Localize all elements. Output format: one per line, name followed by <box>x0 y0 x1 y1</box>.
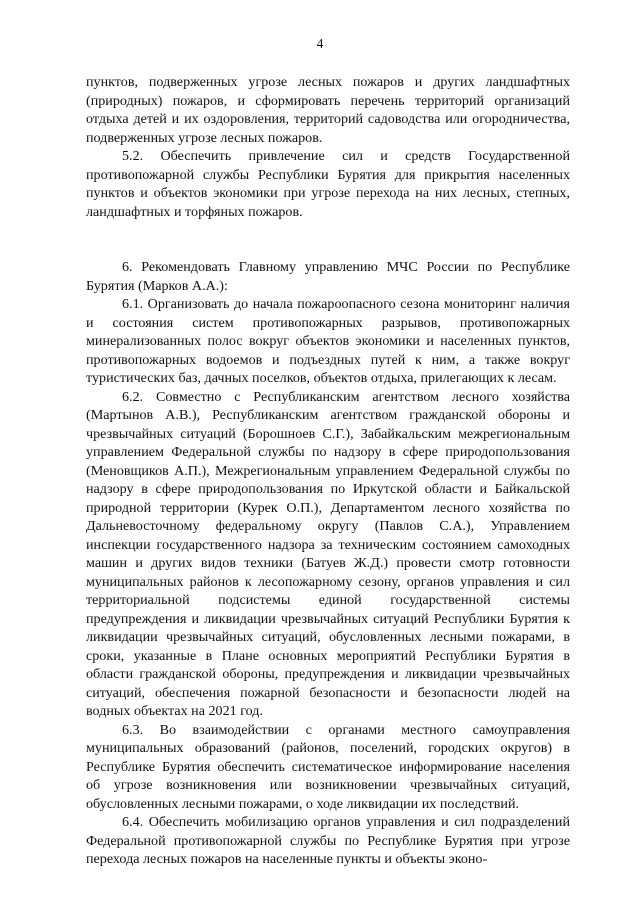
paragraph-6-2: 6.2. Совместно с Республиканским агентством лесного хозяйства (Мартынов А.В.), Республиканским агентством гражданской обороны и чрезвычайных ситуаций (Борошноев С.Г.), Забайкальским межрегиональным управлением Федеральной службы по надзору в сфере природопользования (Меновщиков А.П.), Межрегиональным управлением Федеральной службы по надзору в сфере природопользования по Иркутской области и Байкальской природной территории (Курек О.П.), Департаментом лесного хозяйства по Дальневосточному федеральному округу (Павлов С.А.), Управлением инспекции государственного надзора за техническим состоянием самоходных машин и других видов техники (Батуев Ж.Д.) провести смотр готовности муниципальных районов к лесопожарному сезону, органов управления и сил территориальной подсистемы единой государственной системы предупреждения и ликвидации чрезвычайных ситуаций Республики Бурятия к ликвидации чрезвычайных ситуаций, обусловленных лесными пожарами, в сроки, указанные в Плане основных мероприятий Республики Бурятия в области гражданской обороны, предупреждения и ликвидации чрезвычайных ситуаций, обеспечения пожарной безопасности и безопасности людей на водных объектах на 2021 год. <box>86 388 570 719</box>
paragraph-6-3: 6.3. Во взаимодействии с органами местного самоуправления муниципальных образований (районов, поселений, городских округов) в Республике Бурятия обеспечить систематическое информирование населения об угрозе возникновения или возникновении чрезвычайных ситуаций, обусловленных лесными пожарами, о ходе ликвидации их последствий. <box>86 721 570 812</box>
paragraph-5-2: 5.2. Обеспечить привлечение сил и средств Государственной противопожарной службы Республики Бурятия для прикрытия населенных пунктов и объектов экономики при угрозе перехода на них лесных, степных, ландшафтных и торфяных пожаров. <box>86 148 570 220</box>
paragraph-6-1: 6.1. Организовать до начала пожароопасного сезона мониторинг наличия и состояния систем противопожарных разрывов, противопожарных минерализованных полос вокруг объектов экономики и населенных пунктов, противопожарных водоемов и подъездных путей к ним, а также вокруг туристических баз, дачных поселков, объектов отдыха, прилегающих к лесам. <box>86 296 570 386</box>
paragraph-6-4: 6.4. Обеспечить мобилизацию органов управления и сил подразделений Федеральной противопожарной службы по Республике Бурятия при угрозе перехода лесных пожаров на населенные пункты и объекты эконо- <box>86 814 570 867</box>
paragraph-6: 6. Рекомендовать Главному управлению МЧС России по Республике Бурятия (Марков А.А.): <box>86 259 570 294</box>
page-number: 4 <box>316 36 324 51</box>
paragraph-continuation: пунктов, подверженных угрозе лесных пожаров и других ландшафтных (природных) пожаров, и сформировать перечень территорий организаций отдыха детей и их оздоровления, территорий садоводства или огородничества, подверженных угрозе лесных пожаров. <box>86 74 570 146</box>
document-body <box>86 73 570 869</box>
